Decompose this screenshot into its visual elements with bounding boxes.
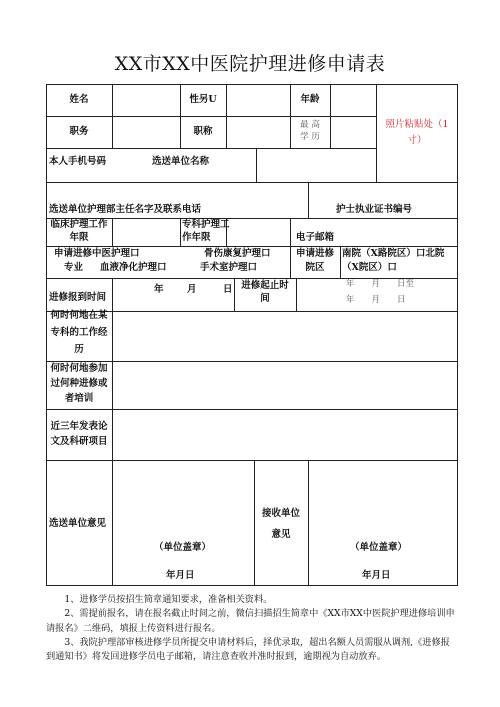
photo-placeholder-label-cont: 寸） <box>407 135 427 146</box>
papers-label-cont: 文及科研项目 <box>50 436 108 447</box>
application-form-table <box>46 84 458 586</box>
seal-left: （单位盖章） <box>154 542 212 553</box>
col-line <box>308 460 309 586</box>
campus-label: 申请进修 <box>295 248 334 259</box>
col-line <box>256 148 257 182</box>
director-contact-label: 选送单位护理部主任名字及联系电话 <box>49 204 202 215</box>
col-line <box>330 84 331 148</box>
col-line <box>112 278 113 311</box>
row-line <box>46 246 458 247</box>
specialty-experience-label-end: 历 <box>74 344 84 355</box>
papers-label: 近三年发表论 <box>50 421 108 432</box>
major-option-operating-room[interactable]: 手术室护理口 <box>200 262 258 273</box>
major-option-blood-purification[interactable]: 血液净化护理口 <box>100 262 167 273</box>
photo-placeholder-label: 照片粘贴处（1 <box>385 119 449 130</box>
campus-option-south-north[interactable]: 南院（X路院区）口北院 <box>342 248 445 259</box>
gender-label: 性另U <box>189 94 217 105</box>
row-line <box>46 148 376 149</box>
row-line <box>46 361 458 362</box>
table-border-top <box>46 84 458 85</box>
table-border-right <box>457 84 458 586</box>
major-label-cont: 专业 <box>64 262 84 273</box>
report-day: 日 <box>223 284 233 295</box>
email-label: 电子邮箱 <box>296 232 335 243</box>
col-line <box>112 311 113 460</box>
major-label: 申请进修中医护理口 <box>54 248 140 259</box>
clinical-years-label-cont: 年限 <box>69 232 89 243</box>
special-years-label-cont: 作年限 <box>182 232 211 243</box>
training-label: 何时何地参加 <box>50 363 108 374</box>
col-line <box>254 460 255 586</box>
position-label: 职务 <box>69 126 89 137</box>
seal-right: （单位盖章） <box>350 542 408 553</box>
row-line <box>46 409 458 410</box>
education-label: 最 高 <box>300 120 320 130</box>
period-label-cont: 间 <box>260 293 270 304</box>
report-year: 年 <box>154 284 164 295</box>
training-label-cont: 过何种进修或 <box>50 378 108 389</box>
name-label: 姓名 <box>69 94 89 105</box>
row-line <box>46 182 458 183</box>
campus-option-x[interactable]: （X院区）口 <box>342 262 397 273</box>
nurse-cert-label: 护士执业证书编号 <box>336 204 413 215</box>
period-start-date: 年 月 日至 <box>346 279 415 289</box>
training-label-end: 者培训 <box>64 393 94 404</box>
col-line <box>180 218 181 246</box>
phone-label: 本人手机号码 <box>49 156 107 167</box>
table-border-bottom <box>46 585 458 586</box>
clinical-years-label: 临床护理工作 <box>50 219 108 230</box>
col-line <box>112 84 113 148</box>
col-line <box>112 460 113 586</box>
instruction-item: 2、需提前报名，请在报名截止时间之前，微信扫描招生简章中《XX市XX中医院护理进修培训申请报名》二维码，填报上传资料进行报名。 <box>46 608 455 634</box>
campus-label-cont: 院区 <box>305 262 325 273</box>
rank-label: 职称 <box>193 126 213 137</box>
instruction-item: 1、进修学员按招生简章通知要求，准备相关资料。 <box>64 594 273 605</box>
report-month: 月 <box>187 284 197 295</box>
date-right: 年月日 <box>362 570 391 581</box>
instruction-item: 3、我院护理部审核进修学员所提交申请材料后，择优录取，超出名额人员需服从调剂,《进修报到通知书》将发回进修学员电子邮箱，请注意查收并准时报到，逾期视为自动放弃。 <box>46 636 450 662</box>
col-line <box>112 218 113 246</box>
col-line <box>308 182 309 218</box>
col-line <box>290 218 291 246</box>
receiving-unit-opinion-label-cont: 意见 <box>271 529 291 540</box>
specialty-experience-label: 何时何地在某 <box>50 310 108 321</box>
report-time-label: 进修报到时间 <box>49 292 107 303</box>
receiving-unit-opinion-label: 接收单位 <box>261 508 300 519</box>
row-line <box>46 460 458 461</box>
col-line <box>296 278 297 311</box>
col-line <box>340 246 341 278</box>
period-end-date: 年 月 日 <box>346 295 406 305</box>
major-option-orthopedic-rehab[interactable]: 骨伤康复护理口 <box>204 248 271 259</box>
date-left: 年月日 <box>166 570 195 581</box>
col-line <box>376 84 377 182</box>
form-title: XX市XX中医院护理进修申请表 <box>114 53 386 75</box>
special-years-label: 专科护理工 <box>182 219 230 230</box>
period-label: 进修起止时 <box>241 280 289 291</box>
sending-unit-label: 选送单位名称 <box>152 156 210 167</box>
col-line <box>226 84 227 148</box>
row-line <box>46 116 376 117</box>
sending-unit-opinion-label: 选送单位意见 <box>49 518 107 529</box>
specialty-experience-label-cont: 专科的工作经 <box>50 327 108 338</box>
age-label: 年龄 <box>300 94 320 105</box>
instructions <box>46 593 458 664</box>
education-label-cont: 学 历 <box>300 132 320 142</box>
